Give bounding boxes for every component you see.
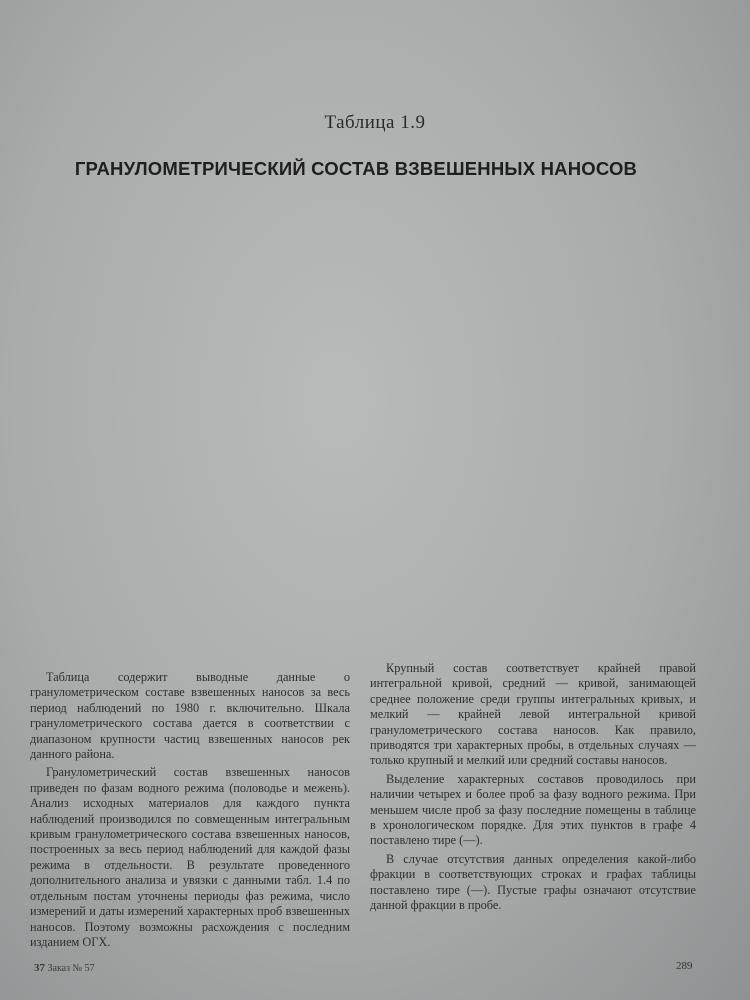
footer-print-info	[34, 962, 95, 974]
paragraph: Выделение характерных составов проводилось при наличии четырех и более проб за фазу водного режима. При меньшем числе проб за фазу последние помещены в таблице в хронологическом порядке. Для этих пунктов в графе 4 поставлено тире (—).	[370, 771, 696, 848]
sheet-number: 37	[34, 962, 45, 974]
paragraph: Таблица содержит выводные данные о гранулометрическом составе взвешенных наносов за весь период наблюдений по 1980 г. включительно. Шкала гранулометрического состава дается в соответствии с диапазоном крупности частиц взвешенных наносов рек данного района.	[30, 670, 350, 762]
page-number: 289	[676, 960, 693, 972]
paragraph: В случае отсутствия данных определения какой-либо фракции в соответствующих строках и графах таблицы поставлено тире (—). Пустые графы означают отсутствие данной фракции в пробе.	[370, 851, 696, 913]
section-heading: ГРАНУЛОМЕТРИЧЕСКИЙ СОСТАВ ВЗВЕШЕННЫХ НАНОСОВ	[74, 158, 638, 179]
paragraph: Крупный состав соответствует крайней правой интегральной кривой, средний — кривой, занимающей среднее положение среди группы интегральных кривых, и мелкий — крайней левой интегральной кривой гранулометрического состава наносов. Как правило, приводятся три характерных пробы, в отдельных случаях — только крупный и мелкий или средний составы наносов.	[370, 661, 696, 768]
paragraph: Гранулометрический состав взвешенных наносов приведен по фазам водного режима (половодье и межень). Анализ исходных материалов для каждого пункта наблюдений производился по совмещенным интегральным кривым гранулометрического состава взвешенных наносов, построенных за весь период наблюдений для каждой фазы режима в отдельности. В результате проведенного дополнительного анализа и увязки с данными табл. 1.4 по отдельным постам уточнены периоды фаз режима, число измерений и даты измерений характерных проб взвешенных наносов. Поэтому возможны расхождения с последним изданием ОГХ.	[30, 765, 350, 949]
left-text-column	[30, 670, 350, 953]
order-text: Заказ № 57	[47, 963, 95, 974]
table-label: Таблица 1.9	[324, 112, 426, 133]
right-text-column	[370, 661, 696, 917]
